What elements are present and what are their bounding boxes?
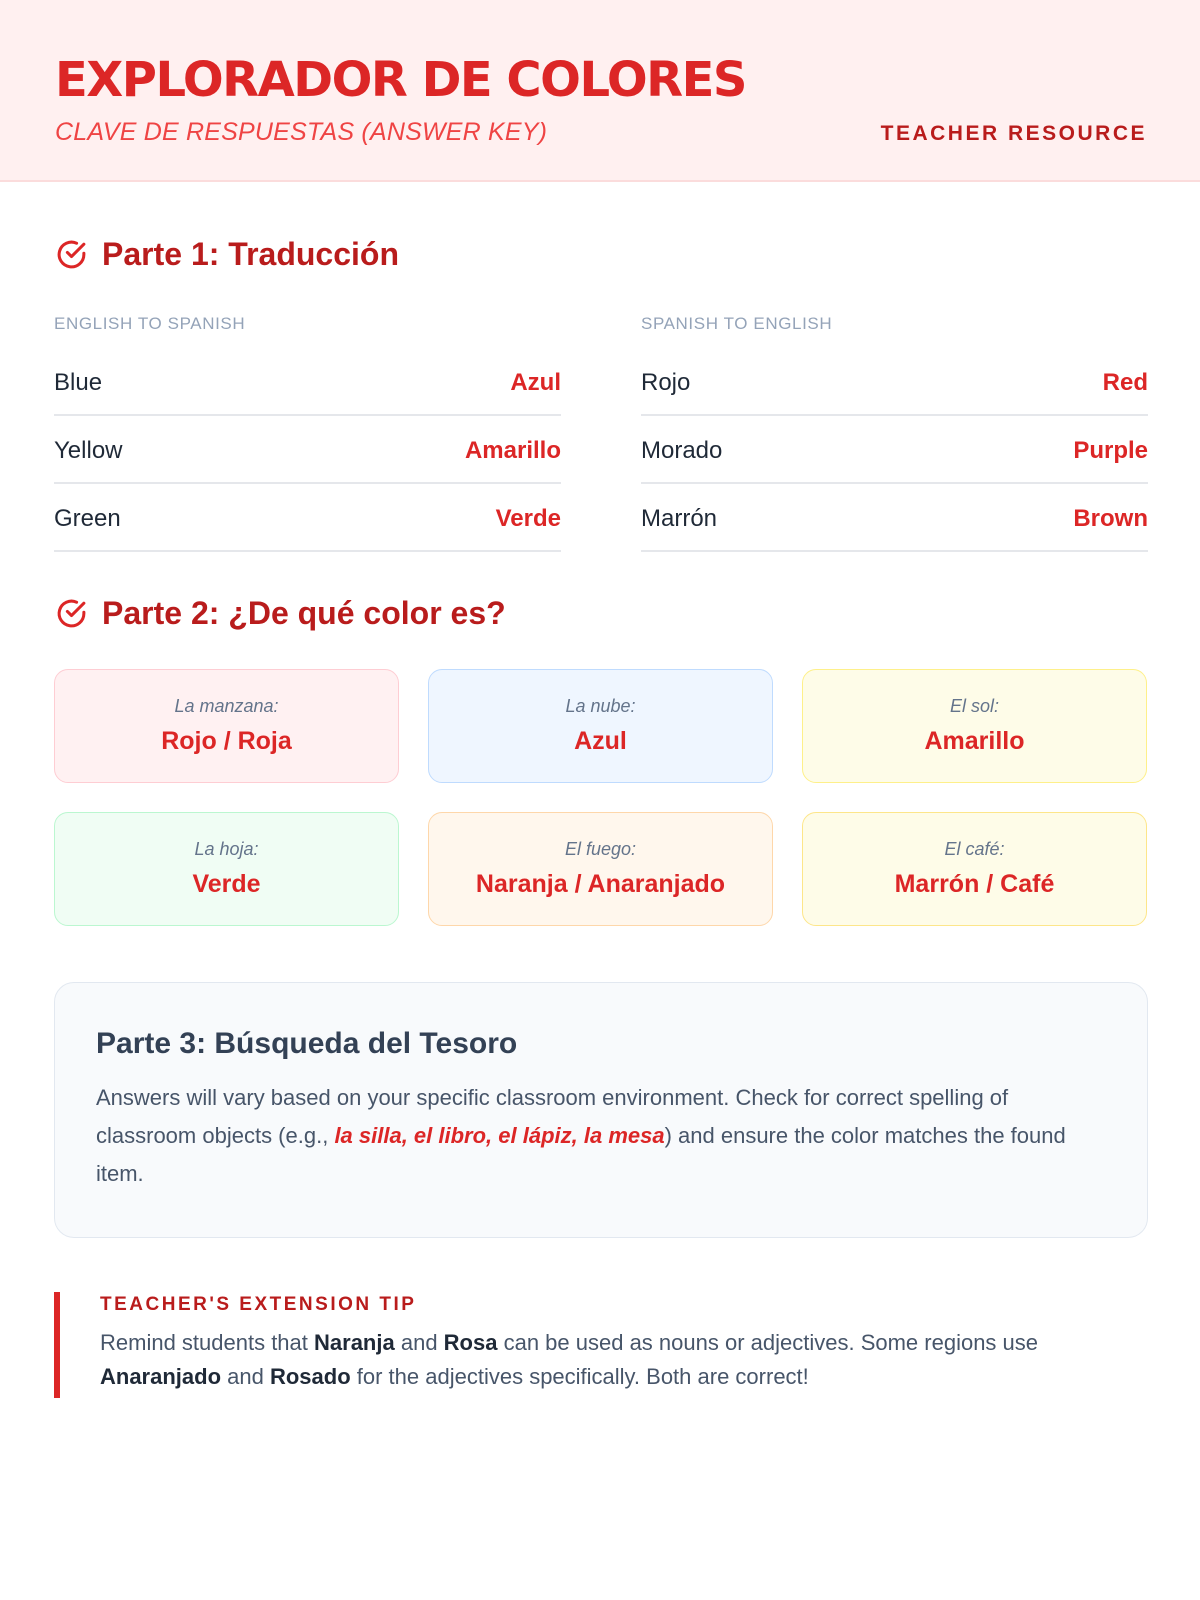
tip-text-part: for the adjectives specifically. Both are correct! (350, 1364, 809, 1389)
card-noun: La manzana: (174, 696, 279, 716)
prompt-word: Blue (54, 369, 103, 396)
teacher-tip (54, 1292, 1148, 1398)
card-noun: La hoja: (194, 839, 259, 859)
answer-word: Verde (495, 505, 561, 532)
part3-text (96, 1079, 1107, 1193)
answer-word: Red (1102, 369, 1148, 396)
prompt-word: Rojo (641, 369, 691, 396)
spanish-to-english-label: SPANISH TO ENGLISH (641, 314, 833, 333)
tip-text-part: and (394, 1330, 444, 1355)
translation-row (641, 416, 1148, 484)
answer-word: Azul (510, 369, 561, 396)
part2-heading (55, 595, 506, 632)
color-card (428, 669, 773, 783)
translation-row (54, 416, 561, 484)
english-to-spanish-label: ENGLISH TO SPANISH (54, 314, 246, 333)
prompt-word: Marrón (641, 505, 718, 532)
part3-text-after: ) and ensure the color matches the found item. (96, 1123, 1066, 1186)
part3-text-before: Answers will vary based on your specific classroom environment. Check for correct spelling of classroom objects (e.g., (96, 1085, 1009, 1148)
card-noun: El sol: (949, 696, 1000, 716)
card-answer: Amarillo (924, 727, 1025, 755)
answer-word: Purple (1073, 437, 1148, 464)
check-circle-icon (55, 597, 88, 630)
part1-title: Parte 1: Traducción (102, 236, 399, 272)
tip-text-part: and (221, 1364, 270, 1389)
color-card (428, 812, 773, 926)
answer-word: Brown (1073, 505, 1148, 532)
translation-row (641, 348, 1148, 416)
page-subtitle: CLAVE DE RESPUESTAS (ANSWER KEY) (55, 118, 548, 146)
tip-keyword: Rosa (443, 1330, 498, 1355)
answer-word: Amarillo (464, 437, 561, 464)
color-card (54, 669, 399, 783)
tip-keyword: Anaranjado (100, 1364, 222, 1389)
translation-row (54, 484, 561, 552)
translation-row (54, 348, 561, 416)
english-to-spanish-list (54, 348, 561, 552)
color-cards-grid (54, 669, 1148, 926)
part3-box (54, 982, 1148, 1238)
card-answer: Naranja / Anaranjado (475, 870, 726, 898)
page-title: EXPLORADOR DE COLORES (55, 52, 746, 108)
prompt-word: Green (54, 505, 121, 532)
color-card (802, 669, 1147, 783)
card-noun: La nube: (565, 696, 636, 716)
color-card (54, 812, 399, 926)
tip-text-part: can be used as nouns or adjectives. Some regions use (497, 1330, 1039, 1355)
tip-label: TEACHER'S EXTENSION TIP (100, 1294, 417, 1315)
spanish-to-english-list (641, 348, 1148, 552)
card-answer: Marrón / Café (894, 870, 1055, 898)
card-answer: Azul (574, 727, 627, 755)
part3-title: Parte 3: Búsqueda del Tesoro (96, 1027, 518, 1060)
part1-heading (55, 236, 399, 273)
prompt-word: Morado (641, 437, 723, 464)
tip-keyword: Rosado (269, 1364, 351, 1389)
part3-examples: la silla, el libro, el lápiz, la mesa (334, 1123, 665, 1148)
card-answer: Verde (192, 870, 261, 898)
part2-title: Parte 2: ¿De qué color es? (102, 595, 506, 631)
check-circle-icon (55, 238, 88, 271)
tip-keyword: Naranja (314, 1330, 395, 1355)
translation-row (641, 484, 1148, 552)
page-header (0, 0, 1200, 182)
card-answer: Rojo / Roja (161, 727, 292, 755)
card-noun: El fuego: (564, 839, 637, 859)
color-card (802, 812, 1147, 926)
tip-text (100, 1326, 1148, 1394)
resource-badge: TEACHER RESOURCE (880, 122, 1147, 145)
card-noun: El café: (944, 839, 1005, 859)
prompt-word: Yellow (54, 437, 123, 464)
tip-text-part: Remind students that (100, 1330, 315, 1355)
